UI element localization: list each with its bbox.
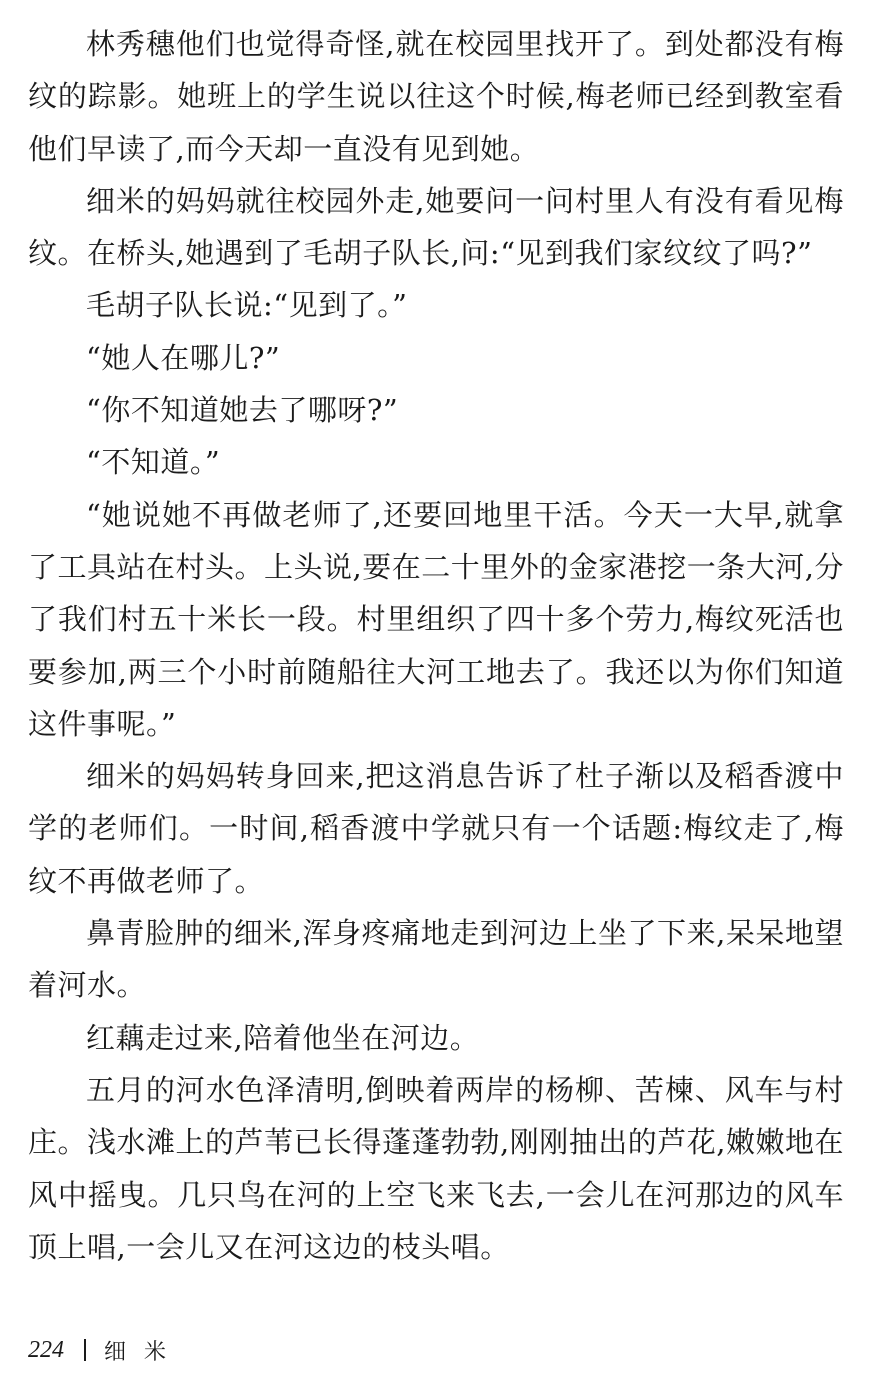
paragraph: “她人在哪儿?” — [86, 340, 281, 375]
paragraph: 林秀穗他们也觉得奇怪,就在校园里找开了。到处都没有梅纹的踪影。她班上的学生说以往这个时候,梅老师已经到教室看他们早读了,而今天却一直没有见到她。 — [28, 27, 844, 166]
paragraph: “不知道。” — [86, 445, 221, 480]
paragraph: 细米的妈妈转身回来,把这消息告诉了杜子渐以及稻香渡中学的老师们。一时间,稻香渡中学就只有一个话题:梅纹走了,梅纹不再做老师了。 — [28, 759, 844, 898]
paragraph: “她说她不再做老师了,还要回地里干活。今天一大早,就拿了工具站在村头。上头说,要在二十里外的金家港挖一条大河,分了我们村五十米长一段。村里组织了四十多个劳力,梅纹死活也要参加,两三个小时前随船往大河工地去了。我还以为你们知道这件事呢。” — [28, 497, 844, 741]
paragraph: 五月的河水色泽清明,倒映着两岸的杨柳、苦楝、风车与村庄。浅水滩上的芦苇已长得蓬蓬勃勃,刚刚抽出的芦花,嫩嫩地在风中摇曳。几只鸟在河的上空飞来飞去,一会儿在河那边的风车顶上唱,一会儿又在河这边的枝头唱。 — [28, 1072, 844, 1264]
paragraph: 红藕走过来,陪着他坐在河边。 — [86, 1020, 480, 1055]
page-body — [28, 18, 844, 1273]
footer-divider — [84, 1339, 86, 1361]
paragraph: 细米的妈妈就往校园外走,她要问一问村里人有没有看见梅纹。在桥头,她遇到了毛胡子队长,问:“见到我们家纹纹了吗?” — [28, 183, 844, 271]
paragraph: “你不知道她去了哪呀?” — [86, 393, 399, 428]
paragraph: 鼻青脸肿的细米,浑身疼痛地走到河边上坐了下来,呆呆地望着河水。 — [28, 916, 844, 1003]
page-footer — [28, 1330, 184, 1370]
page-number: 224 — [28, 1336, 64, 1363]
book-title: 细米 — [104, 1339, 185, 1365]
paragraph: 毛胡子队长说:“见到了。” — [86, 288, 408, 323]
